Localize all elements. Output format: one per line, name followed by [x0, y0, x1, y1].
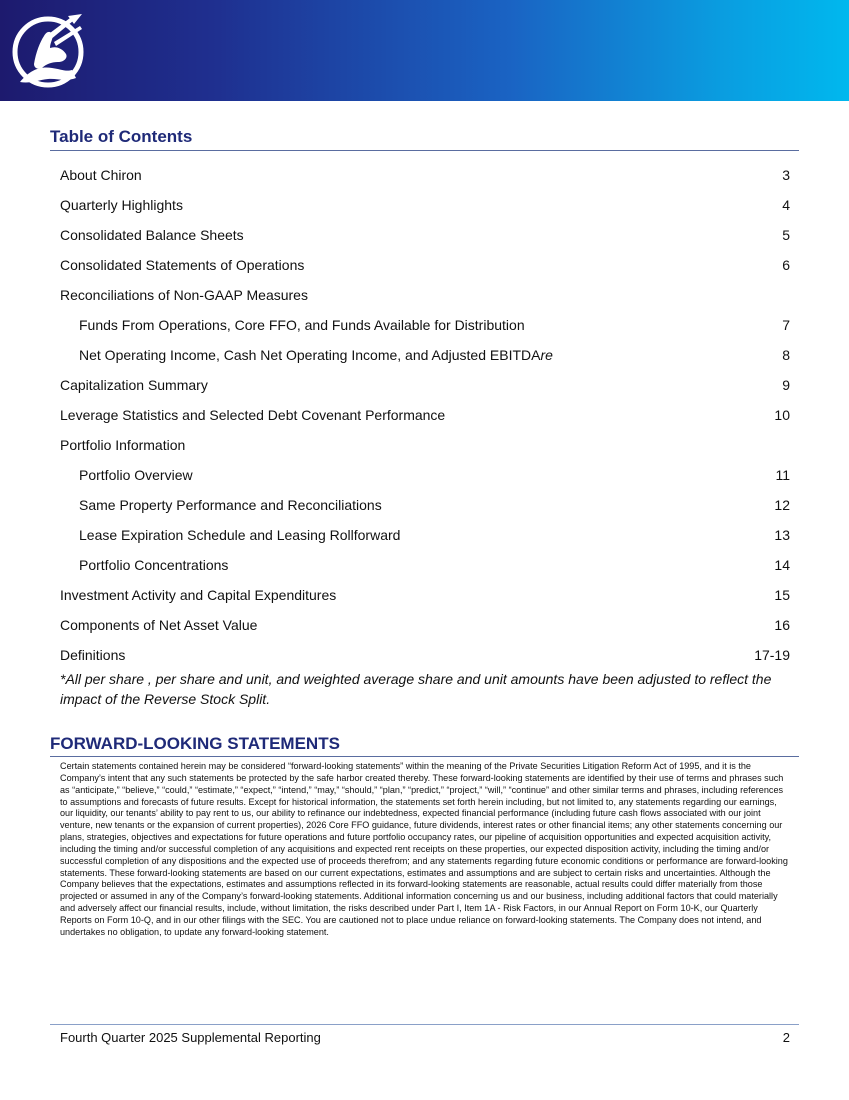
toc-entry-net-asset-value[interactable] — [60, 615, 790, 635]
toc-entry-page: 5 — [782, 227, 790, 243]
toc-entry-noi[interactable] — [60, 345, 790, 365]
toc-entry-non-gaap-reconciliations[interactable] — [60, 285, 790, 305]
toc-entry-label: Investment Activity and Capital Expenditures — [60, 587, 337, 603]
toc-entry-definitions[interactable] — [60, 645, 790, 665]
toc-entry-page: 4 — [782, 197, 790, 213]
toc-entry-page: 7 — [782, 317, 790, 333]
toc-entry-label: Leverage Statistics and Selected Debt Covenant Performance — [60, 407, 446, 423]
toc-entry-label: Portfolio Information — [60, 437, 186, 453]
toc-entry-ffo[interactable] — [60, 315, 790, 335]
toc-entry-page: 14 — [774, 557, 790, 573]
toc-entry-quarterly-highlights[interactable] — [60, 195, 790, 215]
toc-entry-label — [60, 345, 553, 365]
toc-entry-page: 11 — [775, 467, 790, 483]
toc-entry-lease-expiration[interactable] — [60, 525, 790, 545]
footer-page-number: 2 — [782, 1030, 790, 1045]
toc-entry-label: Quarterly Highlights — [60, 197, 183, 213]
toc-entry-label: Capitalization Summary — [60, 377, 208, 393]
header-banner — [0, 0, 849, 101]
footer-divider — [50, 1024, 799, 1025]
toc-entry-label: Funds From Operations, Core FFO, and Funds Available for Distribution — [79, 317, 525, 333]
toc-entry-page: 3 — [782, 167, 790, 183]
toc-entry-about-chiron[interactable] — [60, 165, 790, 185]
toc-entry-page: 6 — [782, 257, 790, 273]
toc-entry-label: Portfolio Overview — [79, 467, 193, 483]
toc-entry-page: 12 — [774, 497, 790, 513]
chiron-centaur-logo-icon — [10, 12, 88, 90]
toc-entry-label-text: Net Operating Income, Cash Net Operating Income, and Adjusted EBITDA — [79, 347, 541, 363]
toc-entry-balance-sheets[interactable] — [60, 225, 790, 245]
toc-entry-page: 13 — [774, 527, 790, 543]
toc-title: Table of Contents — [50, 127, 799, 151]
toc-entry-label: Consolidated Balance Sheets — [60, 227, 244, 243]
forward-looking-title: FORWARD-LOOKING STATEMENTS — [50, 734, 799, 757]
toc-entry-label: Reconciliations of Non-GAAP Measures — [60, 287, 308, 303]
toc-entry-label-suffix: re — [540, 347, 553, 363]
toc-entry-page: 8 — [782, 347, 790, 363]
toc-entry-page: 9 — [782, 377, 790, 393]
toc-entry-leverage-statistics[interactable] — [60, 405, 790, 425]
toc-footnote: *All per share , per share and unit, and weighted average share and unit amounts have been adjusted to reflect the impact of the Reverse Stock Split. — [60, 671, 772, 707]
toc-entry-capitalization-summary[interactable] — [60, 375, 790, 395]
toc-entry-label: Components of Net Asset Value — [60, 617, 258, 633]
toc-entry-label: Portfolio Concentrations — [79, 557, 229, 573]
toc-entry-label: Same Property Performance and Reconciliations — [79, 497, 382, 513]
toc-entry-statements-of-operations[interactable] — [60, 255, 790, 275]
toc-entry-page: 16 — [774, 617, 790, 633]
toc-entry-page: 15 — [774, 587, 790, 603]
toc-entry-label: Definitions — [60, 647, 126, 663]
toc-entry-portfolio-concentrations[interactable] — [60, 555, 790, 575]
toc-entry-same-property-performance[interactable] — [60, 495, 790, 515]
toc-entry-label: Consolidated Statements of Operations — [60, 257, 305, 273]
toc-entry-page: 10 — [774, 407, 790, 423]
footer-label: Fourth Quarter 2025 Supplemental Reporting — [60, 1030, 321, 1045]
toc-entry-page: 17-19 — [754, 647, 790, 663]
toc-entry-portfolio-information[interactable] — [60, 435, 790, 455]
forward-looking-body: Certain statements contained herein may be considered “forward-looking statements” within the meaning of the Private Securities Litigation Reform Act of 1995, and it is the Company’s intent that any such statements be protected by the safe harbor created thereby. These forward-looking statements are identified by their use of terms and phrases such as “anticipate,” “believe,” “could,” “estimate,” “expect,” “intend,” “may,” “should,” “plan,” “predict,” “project,” “will,” “continue” and other similar terms and phrases, including references to assumptions and forecasts of future results. Except for historical information, the statements set forth herein including, but not limited to, any statements regarding our earnings, our liquidity, our tenants’ ability to pay rent to us, our ability to refinance our indebtedness, expected financial performance (including future cash flows associated with our joint venture, new tenants or the expansion of current properties), 2026 Core FFO guidance, future dividends, interest rates or other financial items; any other statements concerning our plans, strategies, objectives and expectations for future operations and future portfolio occupancy rates, our pipeline of acquisition opportunities and expected acquisition activity, including the timing and/or successful completion of any acquisitions and expected rent receipts on these properties, our expected disposition activity, including the timing and/or successful completion of any dispositions and the expected use of proceeds therefrom; and any statements regarding future economic conditions or performance are forward-looking statements. These forward-looking statements are based on our current expectations, estimates and assumptions and are subject to certain risks and uncertainties. Although the Company believes that the expectations, estimates and assumptions reflected in its forward-looking statements are reasonable, actual results could differ materially from those projected or assumed in any of the Company’s forward-looking statements. Additional information concerning us and our business, including additional factors that could materially and adversely affect our financial results, include, without limitation, the risks described under Part I, Item 1A - Risk Factors, in our Annual Report on Form 10-K, our Quarterly Reports on Form 10-Q, and in our other filings with the SEC. You are cautioned not to place undue reliance on forward-looking statements. The Company does not intend, and undertakes no obligation, to update any forward-looking statement. — [60, 761, 788, 937]
toc-entry-label: About Chiron — [60, 167, 142, 183]
toc-entry-label: Lease Expiration Schedule and Leasing Rollforward — [79, 527, 401, 543]
toc-entry-portfolio-overview[interactable] — [60, 465, 790, 485]
toc-entry-investment-activity[interactable] — [60, 585, 790, 605]
